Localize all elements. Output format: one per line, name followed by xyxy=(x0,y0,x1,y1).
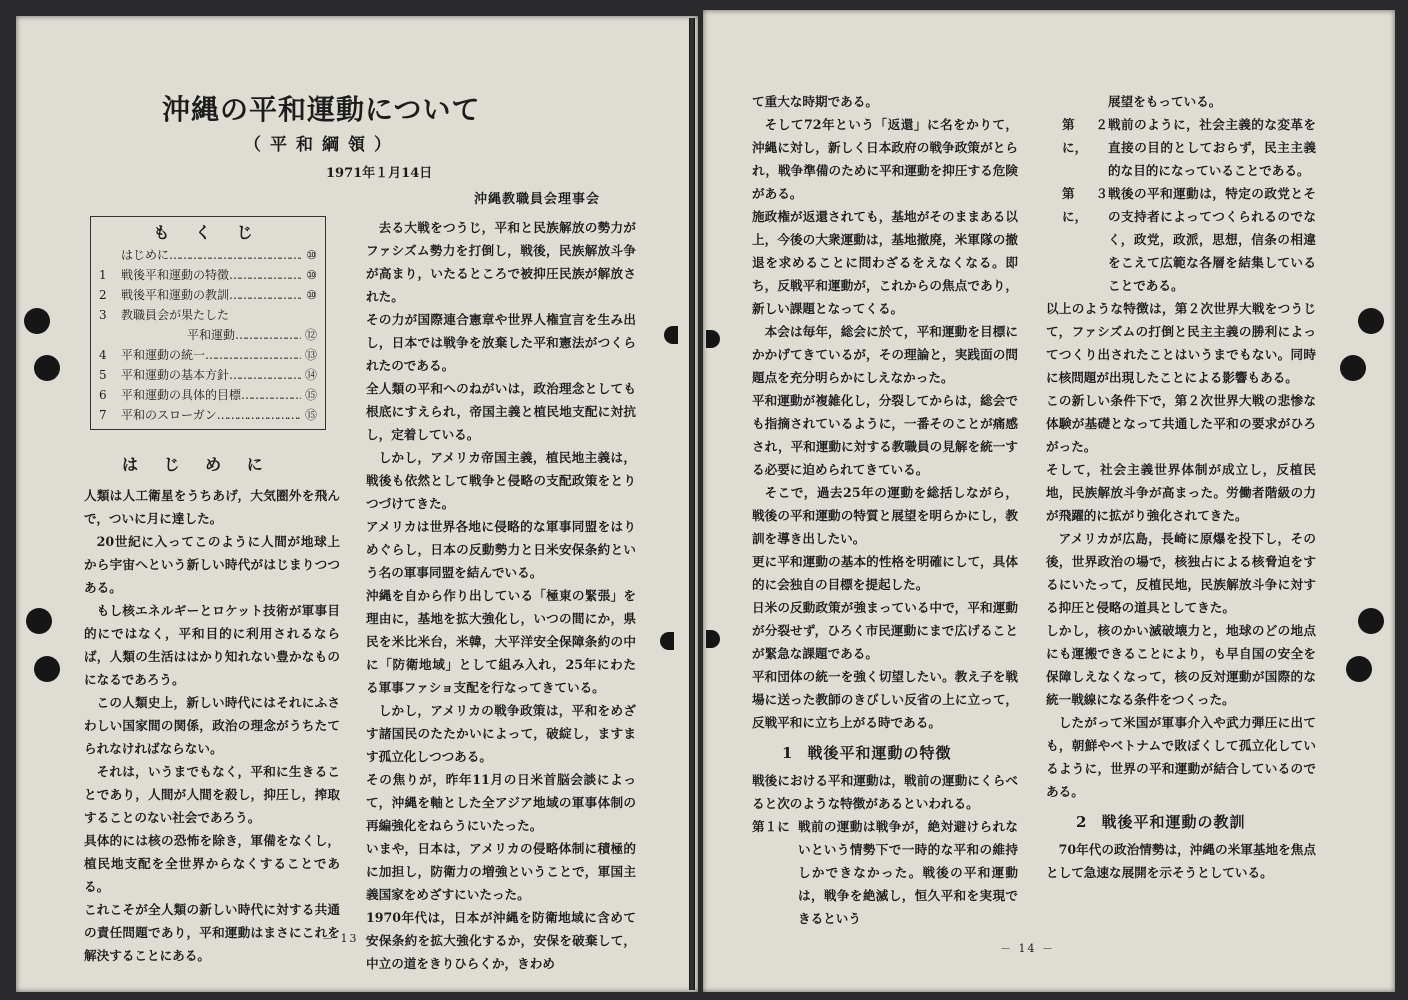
paragraph: それは，いうまでもなく，平和に生きることであり，人間が人間を殺し，抑圧し，搾取することのない社会であろう。 xyxy=(84,764,340,825)
toc-list xyxy=(99,245,317,425)
paragraph: いまや，日本は，アメリカの侵略体制に積極的に加担し，防衛力の増強ということで，軍国主義国家をめざすにいたった。 xyxy=(366,841,636,902)
toc-label: 教職員会が果たした xyxy=(121,308,230,322)
paragraph: しかし，核のかい滅破壊力と，地球のどの地点にも運搬できることにより，も早自国の安全を保障しえなくなって，核の反対運動が国際的な統一戦線になる条件をつくった。 xyxy=(1046,623,1316,707)
toc-label: 平和運動の具体的目標 xyxy=(121,388,242,402)
toc-page: ⑭ xyxy=(304,368,317,382)
page-number-left: － 13 － xyxy=(322,932,377,945)
toc-number: 2 xyxy=(99,288,107,302)
toc-page: ⑩ xyxy=(306,248,317,262)
document-author: 沖縄教職員会理事会 xyxy=(474,192,601,207)
intro-heading: は じ め に xyxy=(122,455,273,474)
paragraph: そして，社会主義世界体制が成立し，反植民地，民族解放斗争が高まった。労働者階級の力が飛躍的に拡がり強化されてきた。 xyxy=(1046,462,1316,523)
toc-number: 4 xyxy=(99,348,107,362)
item-text: 戦後の平和運動は，特定の政党とその支持者によってつくられるのでなく，政党，政派，思想，信条の相違をこえて広範な各層を結集していることである。 xyxy=(1108,186,1316,293)
paragraph: 平和団体の統一を強く切望したい。教え子を戦場に送った教師のきびしい反省の上に立って，反戦平和に立ち上がる時である。 xyxy=(752,669,1018,730)
intro-column xyxy=(84,484,340,967)
table-of-contents xyxy=(90,216,326,430)
paragraph: 70年代の政治情勢は，沖縄の米軍基地を焦点として急速な展開を示そうとしている。 xyxy=(1046,842,1316,880)
paragraph: 1970年代は，日本が沖縄を防衛地域に含めて安保条約を拡大強化するか，安保を破棄して，中立の道をきりひらくか，きわめ xyxy=(366,910,636,971)
paragraph: この人類史上，新しい時代にはそれにふさわしい国家間の関係，政治の理念がうちたてられなければならない。 xyxy=(84,695,340,756)
item-text: 戦前のように，社会主義的な変革を直接の目的としておらず，民主主義的な目的になっていることである。 xyxy=(1108,117,1316,178)
toc-label: 平和のスローガン xyxy=(121,408,217,422)
toc-row xyxy=(99,305,317,325)
right-column-1 xyxy=(752,90,1018,930)
toc-dots xyxy=(205,345,301,365)
punch-mark-icon xyxy=(660,632,674,650)
paragraph: 本会は毎年，総会に於て，平和運動を目標にかかげてきているが，その理論と，実践面の問題点を充分明らかにしえなかった。 xyxy=(752,324,1018,385)
binder-hole-icon xyxy=(1340,355,1366,381)
paragraph: その力が国際連合憲章や世界人権宣言を生み出し，日本では戦争を放棄した平和憲法がつくられたのである。 xyxy=(366,312,636,373)
paragraph: そこで，過去25年の運動を総括しながら，戦後の平和運動の特質と展望を明らかにし，教訓を導き出したい。 xyxy=(752,485,1018,546)
document-title: 沖縄の平和運動について xyxy=(162,93,481,126)
item-key: 第３に， xyxy=(1062,186,1108,224)
toc-row xyxy=(99,405,317,425)
paragraph: 更に平和運動の基本的性格を明確にして，具体的に会独自の目標を提起した。 xyxy=(752,554,1018,592)
toc-number: 6 xyxy=(99,388,107,402)
section-title: 戦後平和運動の教訓 xyxy=(1101,813,1246,831)
item-key: 第２に， xyxy=(1062,117,1108,155)
punch-mark-icon xyxy=(664,326,678,344)
binder-hole-icon xyxy=(24,308,50,334)
toc-row xyxy=(99,245,317,265)
page-number-right: － 14 － xyxy=(1000,942,1055,955)
paragraph: 全人類の平和へのねがいは，政治理念としても根底にすえられ，帝国主義と植民地支配に対抗し，定着している。 xyxy=(366,381,636,442)
document-date: 1971年１月14日 xyxy=(326,166,433,181)
binder-hole-icon xyxy=(34,656,60,682)
item-text: 戦前の運動は戦争が，絶対避けられないという情勢下で一時的な平和の維持しかできなかった。戦後の平和運動は，戦争を絶滅し，恒久平和を実現できるという xyxy=(798,819,1018,926)
toc-label: 戦後平和運動の教訓 xyxy=(121,288,230,302)
paragraph: この新しい条件下で，第２次世界大戦の悲惨な体験が基礎となって共通した平和の要求がひろがった。 xyxy=(1046,393,1316,454)
right-column-2 xyxy=(1046,90,1316,884)
paragraph: 以上のような特徴は，第２次世界大戦をつうじて，ファシズムの打倒と民主主義の勝利によってつくり出されたことはいうまでもない。同時に核問題が出現したことによる影響もある。 xyxy=(1046,301,1316,385)
toc-label: 平和運動 xyxy=(187,328,236,342)
binder-hole-icon xyxy=(26,608,52,634)
toc-page: ⑮ xyxy=(304,388,317,402)
toc-number: 5 xyxy=(99,368,107,382)
toc-dots xyxy=(229,285,301,305)
paragraph: したがって米国が軍事介入や武力弾圧に出ても，朝鮮やベトナムで敗ぼくして孤立化しているように，世界の平和運動が結合しているのである。 xyxy=(1046,715,1316,799)
paragraph: その焦りが，昨年11月の日米首脳会談によって，沖縄を軸とした全アジア地域の軍事体制の再編強化をねらうにいたった。 xyxy=(366,772,636,833)
toc-page: ⑩ xyxy=(306,268,317,282)
toc-label: 戦後平和運動の特徴 xyxy=(121,268,230,282)
toc-label: 平和運動の基本方針 xyxy=(121,368,230,382)
paragraph: 人類は人工衛星をうちあげ，大気圏外を飛んで，ついに月に達した。 xyxy=(84,488,340,526)
toc-label: 平和運動の統一 xyxy=(121,348,206,362)
binder-hole-icon xyxy=(1358,308,1384,334)
toc-row xyxy=(99,365,317,385)
toc-dots xyxy=(241,385,301,405)
toc-row xyxy=(99,325,317,345)
section-number: 2 xyxy=(1076,813,1088,831)
toc-number: 7 xyxy=(99,408,107,422)
toc-dots xyxy=(169,245,301,265)
paragraph: 平和運動が複雑化し，分裂してからは，総会でも指摘されているように，一番そのことが痛感され，平和運動に対する教職員の見解を統一する必要に迫められてきている。 xyxy=(752,393,1018,477)
paragraph: アメリカは世界各地に侵略的な軍事同盟をはりめぐらし，日本の反動勢力と日米安保条約という名の軍事同盟を結んでいる。 xyxy=(366,519,636,580)
toc-number: 3 xyxy=(99,308,107,322)
paragraph: 展望をもっている。 xyxy=(1108,94,1222,109)
section-title: 戦後平和運動の特徴 xyxy=(807,744,952,762)
page-fold xyxy=(689,18,695,990)
toc-row xyxy=(99,285,317,305)
list-item xyxy=(752,815,1018,930)
document-subtitle: （平和綱領） xyxy=(244,135,400,155)
toc-page: ⑩ xyxy=(306,288,317,302)
list-item xyxy=(1046,182,1316,297)
binder-hole-icon xyxy=(1358,608,1384,634)
main-column xyxy=(366,216,636,975)
toc-page: ⑫ xyxy=(304,328,317,342)
binder-hole-icon xyxy=(34,355,60,381)
section-heading-1 xyxy=(782,742,1018,765)
toc-row xyxy=(99,265,317,285)
paragraph: これこそが全人類の新しい時代に対する共通の責任問題であり，平和運動はまさにこれを解決することにある。 xyxy=(84,902,340,963)
toc-page: ⑬ xyxy=(304,348,317,362)
toc-dots xyxy=(217,405,301,425)
toc-row xyxy=(99,345,317,365)
toc-dots xyxy=(235,325,301,345)
toc-dots xyxy=(229,265,301,285)
paragraph: そして72年という「返還」に名をかりて，沖縄に対し，新しく日本政府の戦争政策がとられ，戦争準備のために平和運動を抑圧する危険がある。 xyxy=(752,117,1018,201)
paragraph: 20世紀に入ってこのように人間が地球上から宇宙へという新しい時代がはじまりつつある。 xyxy=(84,534,340,595)
paragraph: 日米の反動政策が強まっている中で，平和運動が分裂せず，ひろく市民運動にまで広げることが緊急な課題である。 xyxy=(752,600,1018,661)
list-item xyxy=(1046,113,1316,182)
paragraph: 戦後における平和運動は，戦前の運動にくらべると次のような特徴があるといわれる。 xyxy=(752,773,1018,811)
toc-number xyxy=(99,245,121,265)
paragraph: 具体的には核の恐怖を除き，軍備をなくし，植民地支配を全世界からなくすることである。 xyxy=(84,833,340,894)
paragraph: しかし，アメリカ帝国主義，植民地主義は，戦後も依然として戦争と侵略の支配政策をとりつづけてきた。 xyxy=(366,450,636,511)
paragraph: て重大な時期である。 xyxy=(752,94,878,109)
toc-row xyxy=(99,385,317,405)
toc-page: ⑮ xyxy=(304,408,317,422)
section-number: 1 xyxy=(782,744,794,762)
binder-hole-icon xyxy=(1346,656,1372,682)
item-key: 第１に xyxy=(752,819,790,834)
toc-heading: も く じ xyxy=(153,223,263,242)
section-heading-2 xyxy=(1076,811,1316,834)
paragraph: 去る大戦をつうじ，平和と民族解放の勢力がファシズム勢力を打倒し，戦後，民族解放斗争が高まり，いたるところで被抑圧民族が解放された。 xyxy=(366,220,636,304)
paragraph: 施政権が返還されても，基地がそのままある以上，今後の大衆運動は，基地撤廃，米軍隊の撤退を求めることに問わざるをえなくなる。即ち，反戦平和運動が，これからの焦点であり，新しい課題となってくる。 xyxy=(752,209,1018,316)
toc-dots xyxy=(229,365,301,385)
paragraph: 沖縄を自から作り出している「極東の緊張」を理由に，基地を拡大強化し，いつの間にか，県民を米比米台，米韓，大平洋安全保障条約の中に「防衛地域」として組み入れ，25年にわたる軍事ファショ支配を行なってきている。 xyxy=(366,588,636,695)
paragraph: しかし，アメリカの戦争政策は，平和をめざす諸国民のたたかいによって，破綻し，ますます孤立化しつつある。 xyxy=(366,703,636,764)
toc-number: 1 xyxy=(99,268,107,282)
toc-label: はじめに xyxy=(121,248,170,262)
paragraph: もし核エネルギーとロケット技術が軍事目的にではなく，平和目的に利用されるならば，人類の生活ははかり知れない豊かなものになるであろう。 xyxy=(84,603,340,687)
paragraph: アメリカが広島，長崎に原爆を投下し，その後，世界政治の場で，核独占による核脅迫をするにいたって，反植民地，民族解放斗争に対する抑圧と侵略の道具としてきた。 xyxy=(1046,531,1316,615)
